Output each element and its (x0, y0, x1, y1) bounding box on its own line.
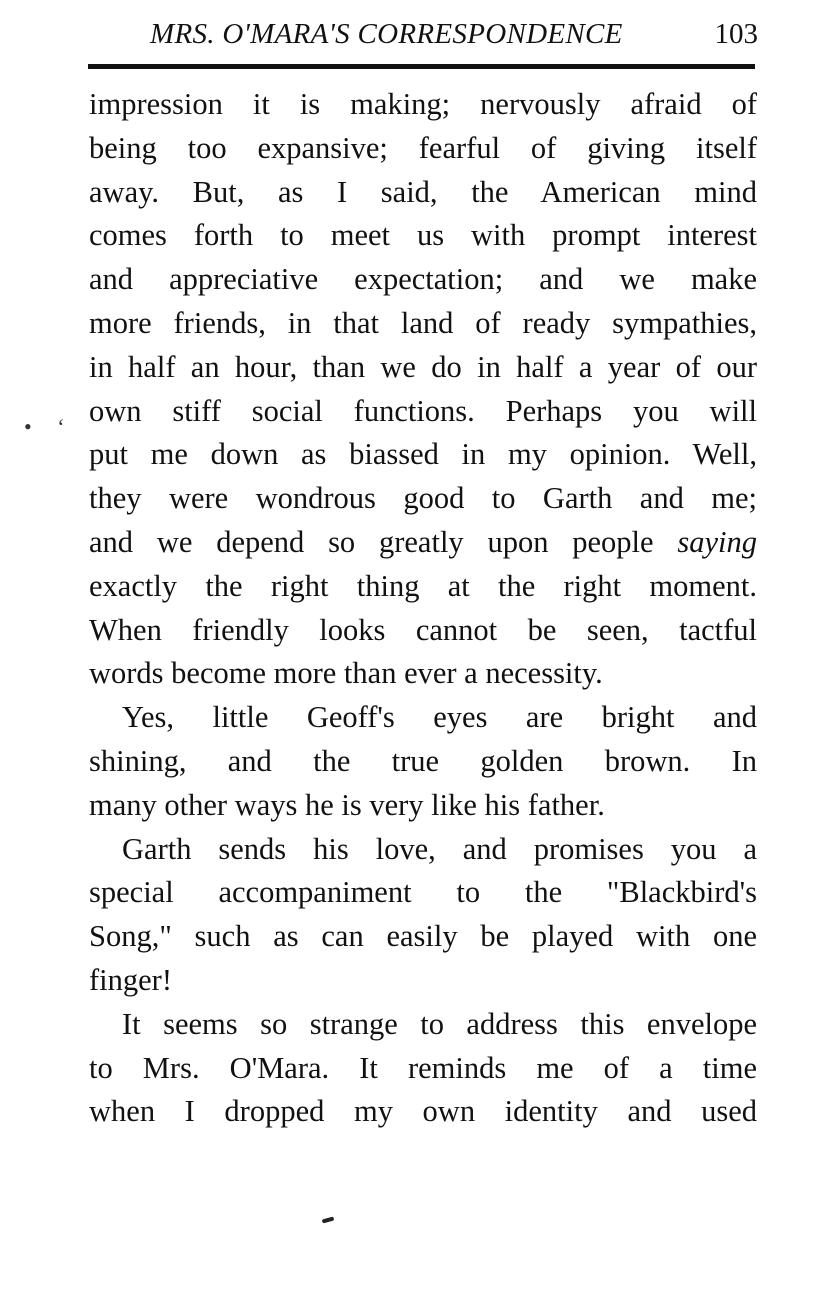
text-line-3: away. But, as I said, the American mind (89, 174, 757, 209)
text-line-19: special accompaniment to the "Blackbird's (89, 875, 757, 910)
text-line-7: in half an hour, than we do in half a year of our (89, 349, 757, 384)
text-line-14: words become more than ever a necessity. (89, 656, 603, 691)
text-line-11 (89, 521, 757, 565)
text-line-22: It seems so strange to address this envelope (122, 1006, 757, 1041)
text-line-6: more friends, in that land of ready sympathies, (89, 305, 757, 340)
text-line-23: to Mrs. O'Mara. It reminds me of a time (89, 1050, 757, 1085)
text-line-9: put me down as biassed in my opinion. Well, (89, 437, 757, 472)
text-line-21: finger! (89, 962, 172, 997)
body-text (89, 83, 757, 1134)
stray-ink-mark (322, 1217, 335, 1224)
text-line-16: shining, and the true golden brown. In (89, 743, 757, 778)
text-line-11-main: and we depend so greatly upon people (89, 524, 654, 559)
text-line-5: and appreciative expectation; and we make (89, 262, 757, 297)
text-line-18: Garth sends his love, and promises you a (122, 831, 757, 866)
running-title: MRS. O'MARA'S CORRESPONDENCE (150, 18, 623, 50)
text-line-1: impression it is making; nervously afraid of (89, 87, 757, 121)
text-line-4: comes forth to meet us with prompt interest (89, 218, 757, 253)
text-line-15: Yes, little Geoff's eyes are bright and (122, 700, 757, 735)
header-rule (88, 64, 755, 69)
text-line-10: they were wondrous good to Garth and me; (89, 481, 757, 516)
text-line-20: Song," such as can easily be played with one (89, 919, 757, 954)
italic-word: saying (677, 524, 757, 559)
text-line-13: When friendly looks cannot be seen, tactful (89, 612, 757, 647)
text-line-17: many other ways he is very like his father. (89, 787, 605, 822)
text-line-8: own stiff social functions. Perhaps you will (89, 393, 757, 428)
margin-mark: • ‘ (24, 414, 75, 439)
page-number: 103 (714, 18, 758, 50)
text-line-12: exactly the right thing at the right moment. (89, 568, 757, 603)
running-header (150, 14, 758, 54)
text-line-2: being too expansive; fearful of giving itself (89, 130, 757, 165)
text-line-24: when I dropped my own identity and used (89, 1094, 757, 1129)
